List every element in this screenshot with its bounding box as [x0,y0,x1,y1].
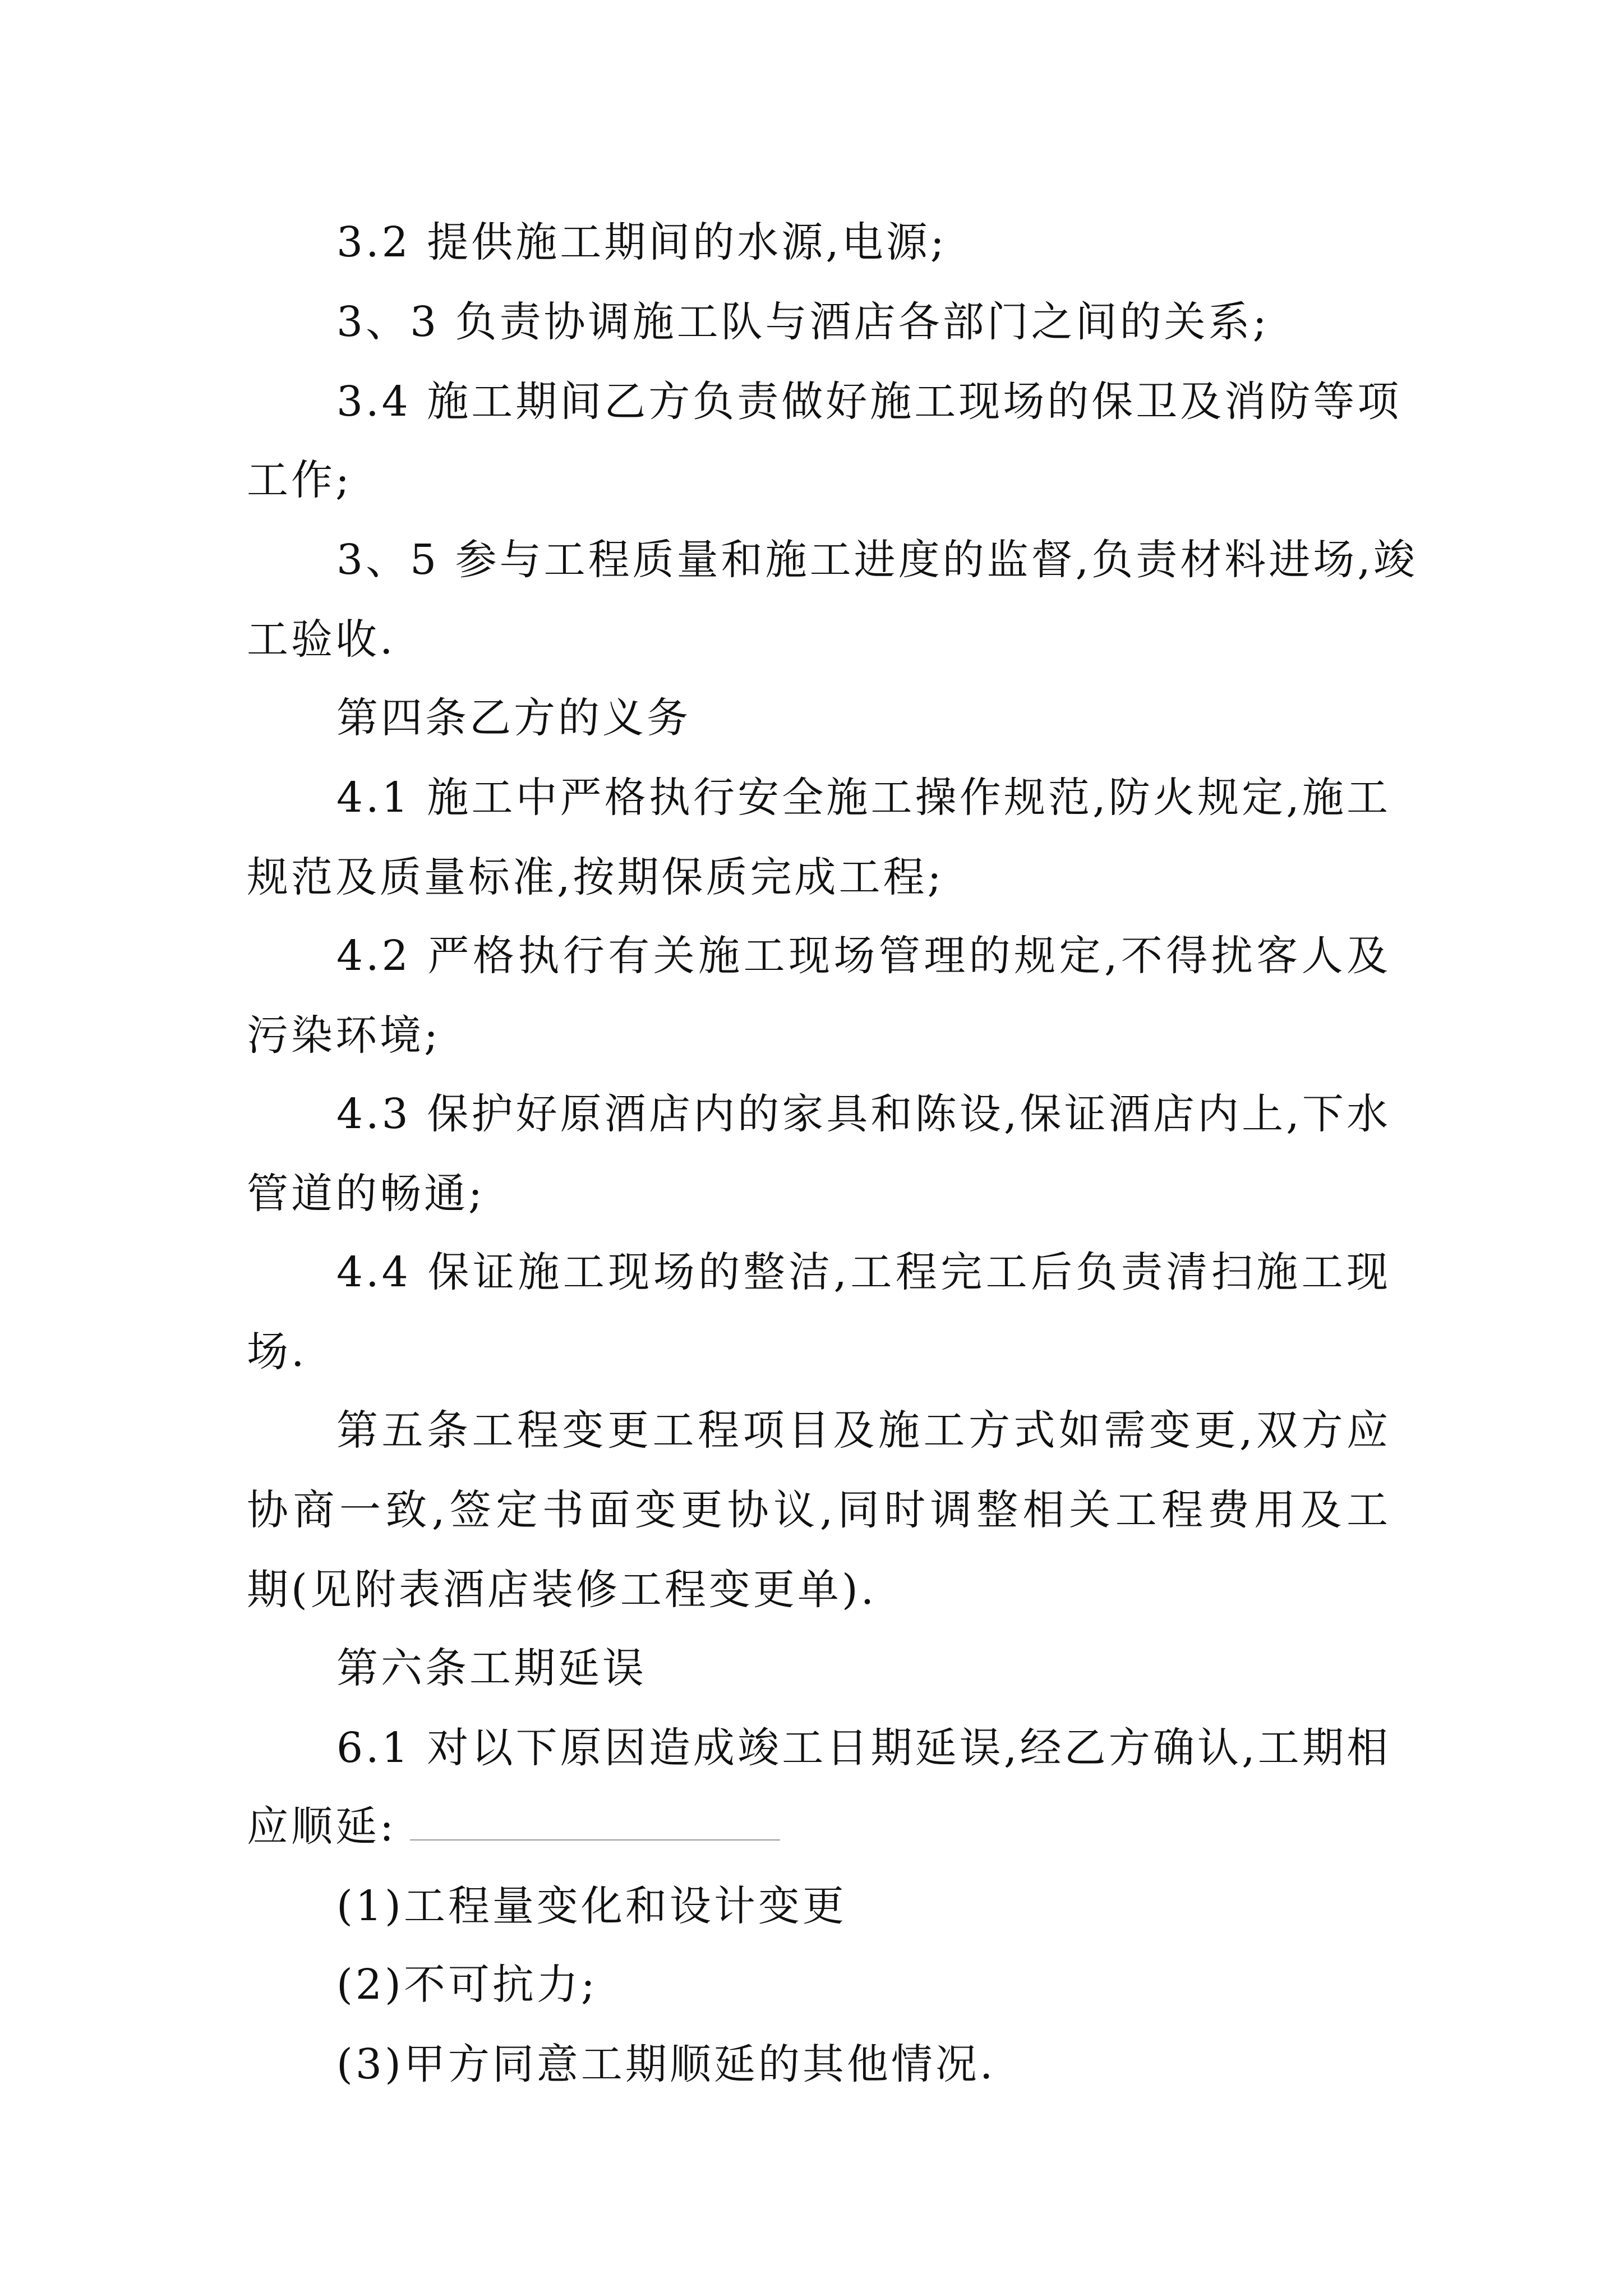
clause-3-4-line-2: 工作; [247,456,352,504]
article-5-line-3: 期(见附表酒店装修工程变更单). [247,1566,877,1614]
clause-3-4-line-1: 3.4 施工期间乙方负责做好施工现场的保卫及消防等项 [336,378,1402,426]
clause-4-4-line-2: 场. [247,1328,307,1376]
item-3: (3)甲方同意工期顺延的其他情况. [336,2040,996,2088]
clause-3-5-line-1: 3、5 参与工程质量和施工进度的监督,负责材料进场,竣 [336,536,1418,584]
article-6-heading: 第六条工期延误 [336,1644,647,1692]
article-4-heading: 第四条乙方的义务 [336,694,691,742]
clause-4-2-line-2: 污染环境; [247,1011,441,1060]
clause-4-1-line-2: 规范及质量标准,按期保质完成工程; [247,853,944,901]
fill-in-blank-line [410,1839,780,1841]
clause-3-2: 3.2 提供施工期间的水源,电源; [336,218,947,266]
clause-4-1-line-1: 4.1 施工中严格执行安全施工操作规范,防火规定,施工 [336,774,1391,822]
article-5-line-2: 协商一致,签定书面变更协议,同时调整相关工程费用及工 [247,1486,1391,1534]
clause-4-3-line-2: 管道的畅通; [247,1170,485,1218]
clause-4-3-line-1: 4.3 保护好原酒店内的家具和陈设,保证酒店内上,下水 [336,1090,1391,1138]
clause-6-1-line-2-text: 应顺延: [247,1802,396,1851]
clause-4-4-line-1: 4.4 保证施工现场的整洁,工程完工后负责清扫施工现 [336,1248,1391,1296]
clause-4-2-line-1: 4.2 严格执行有关施工现场管理的规定,不得扰客人及 [336,932,1391,980]
item-2: (2)不可抗力; [336,1961,598,2009]
clause-3-5-line-2: 工验收. [247,615,396,664]
clause-6-1-line-1: 6.1 对以下原因造成竣工日期延误,经乙方确认,工期相 [336,1724,1391,1772]
clause-3-3: 3、3 负责协调施工队与酒店各部门之间的关系; [336,298,1270,346]
item-1: (1)工程量变化和设计变更 [336,1882,847,1930]
clause-6-1-line-2 [247,1800,1391,1853]
article-5-line-1: 第五条工程变更工程项目及施工方式如需变更,双方应 [336,1406,1391,1455]
